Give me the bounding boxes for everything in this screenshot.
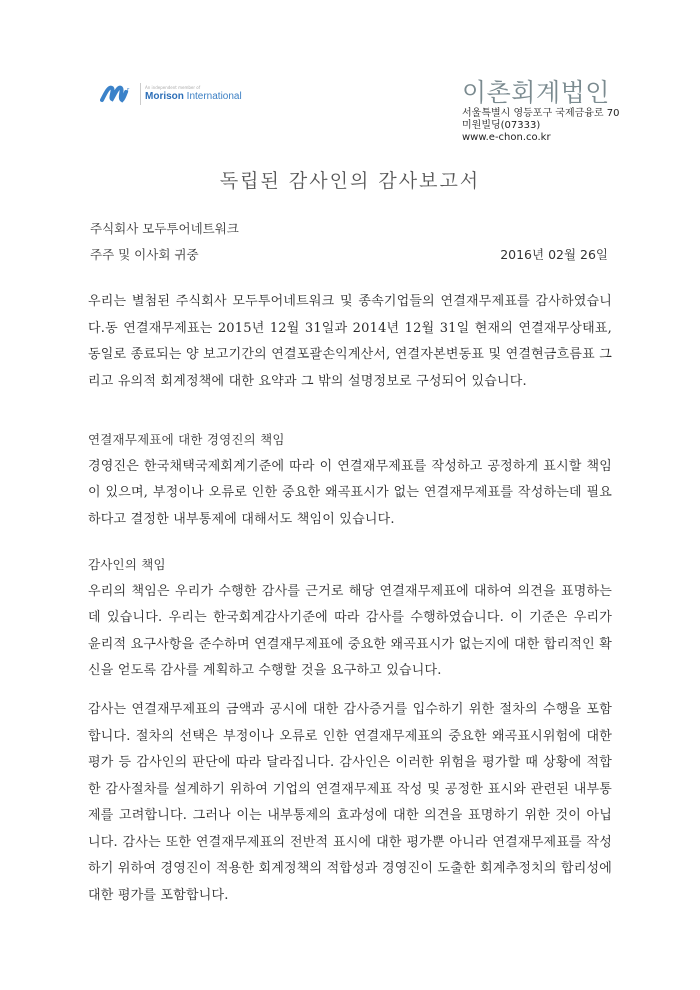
logo-divider (140, 83, 141, 105)
report-date: 2016년 02월 26일 (500, 247, 608, 262)
auditor-responsibility-section (88, 552, 612, 685)
firm-header (462, 78, 620, 144)
logo-name: Morison International (145, 91, 242, 102)
firm-name: 이촌회계법인 (462, 78, 610, 107)
firm-address-line1: 서울특별시 영등포구 국제금융로 70 (462, 108, 620, 119)
morison-international-logo (100, 82, 242, 106)
morison-m-logo-icon (100, 82, 134, 106)
addressee-company: 주식회사 모두투어네트워크 (90, 221, 239, 236)
section-paragraph: 경영진은 한국채택국제회계기준에 따라 이 연결재무제표를 작성하고 공정하게 표시할 책임이 있으며, 부정이나 오류로 인한 중요한 왜곡표시가 없는 연결재무제표를 작성하는데 필요하다고 결정한 내부통제에 대해서도 책임이 있습니다. (88, 458, 612, 527)
section-heading: 감사인의 책임 (88, 557, 166, 572)
addressee-recipients: 주주 및 이사회 귀중 (90, 247, 199, 262)
section-paragraph: 우리의 책임은 우리가 수행한 감사를 근거로 해당 연결재무제표에 대하여 의견을 표명하는데 있습니다. 우리는 한국회계감사기준에 따라 감사를 수행하였습니다. 이 기준은 우리가 윤리적 요구사항을 준수하며 연결재무제표에 중요한 왜곡표시가 없는지에 대한 합리적인 확신을 얻도록 감사를 계획하고 수행할 것을 요구하고 있습니다. (88, 583, 612, 678)
svg-text:r: r (127, 87, 130, 94)
firm-website: www.e-chon.co.kr (462, 132, 551, 143)
report-title: 독립된 감사인의 감사보고서 (219, 170, 481, 192)
intro-paragraph: 우리는 별첨된 주식회사 모두투어네트워크 및 종속기업들의 연결재무제표를 감사하였습니다.동 연결재무제표는 2015년 12월 31일과 2014년 12월 31일 현재의 연결재무상태표, 동일로 종료되는 양 보고기간의 연결포괄손익계산서, 연결자본변동표 및 연결현금흐름표 그리고 유의적 회계정책에 대한 요약과 그 밖의 설명정보로 구성되어 있습니다. (88, 294, 612, 389)
firm-address-line2: 미원빌딩(07333) (462, 120, 541, 131)
section-heading: 연결재무제표에 대한 경영진의 책임 (88, 432, 285, 447)
section-paragraph: 감사는 연결재무제표의 금액과 공시에 대한 감사증거를 입수하기 위한 절차의 수행을 포함합니다. 절차의 선택은 부정이나 오류로 인한 연결재무제표의 중요한 왜곡표시위험에 대한 평가 등 감사인의 판단에 따라 달라집니다. 감사인은 이러한 위험을 평가할 때 상황에 적합한 감사절차를 설계하기 위하여 기업의 연결재무제표 작성 및 공정한 표시와 관련된 내부통제를 고려합니다. 그러나 이는 내부통제의 효과성에 대한 의견을 표명하기 위한 것이 아닙니다. 감사는 또한 연결재무제표의 전반적 표시에 대한 평가뿐 아니라 연결재무제표를 작성하기 위하여 경영진이 적용한 회계정책의 적합성과 경영진이 도출한 회계추정치의 합리성에 대한 평가를 포함합니다. (88, 702, 612, 903)
management-responsibility-section (88, 427, 612, 533)
audit-procedures-paragraph (88, 697, 612, 909)
logo-tagline: An independent member of (145, 85, 201, 90)
